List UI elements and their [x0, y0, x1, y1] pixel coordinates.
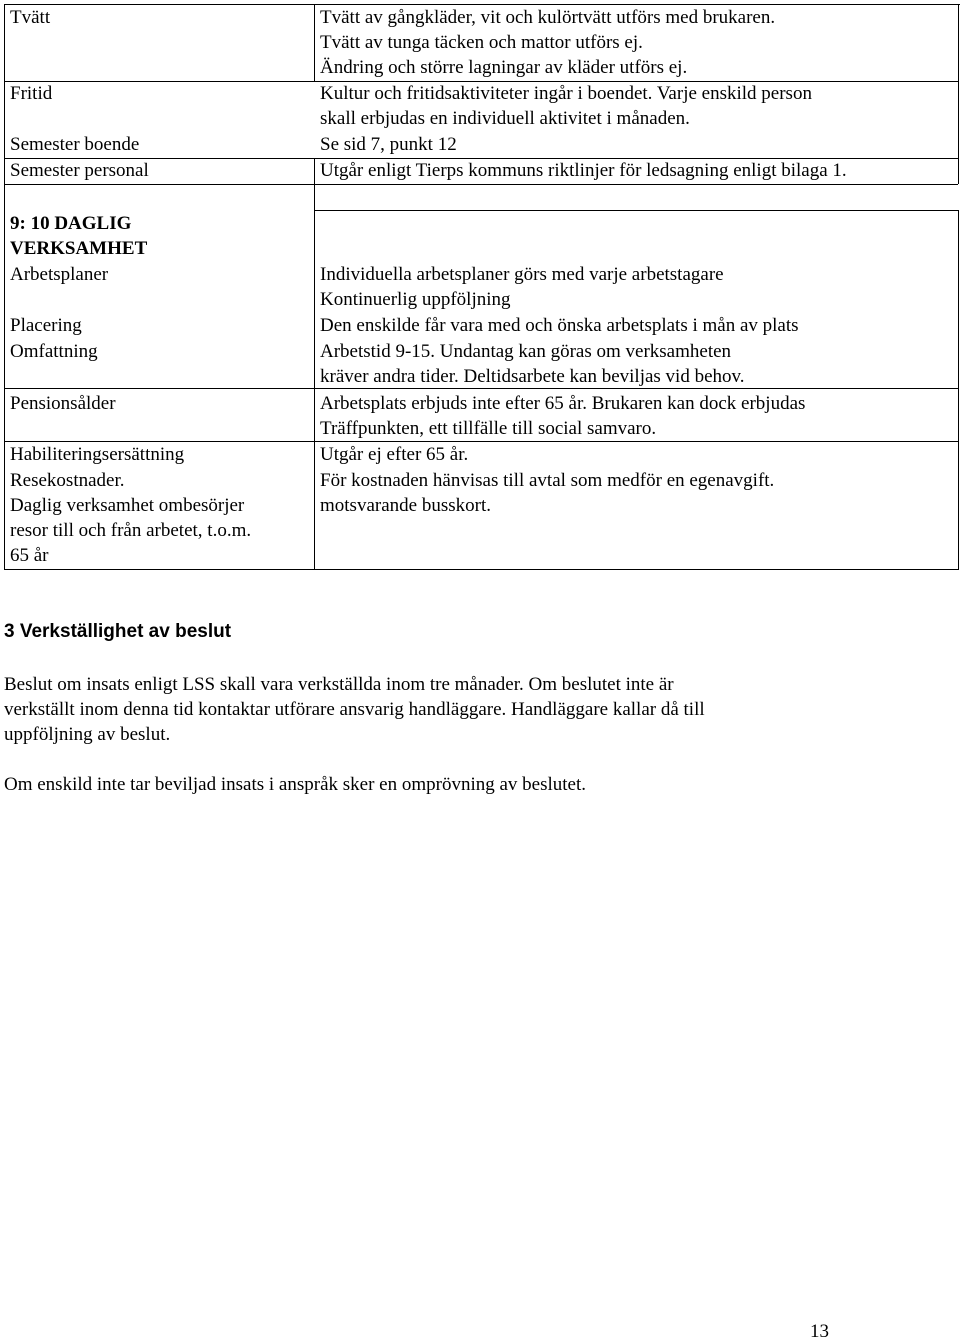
paragraph-line: Beslut om insats enligt LSS skall vara verkställda inom tre månader. Om beslutet inte är: [4, 674, 674, 695]
paragraph-line: uppföljning av beslut.: [4, 724, 171, 745]
table1-border-right: [958, 4, 959, 184]
table2-label-resekostnader: [10, 468, 251, 568]
table1-col-divider-lower: [314, 158, 315, 184]
table2-label-pensionsalder: Pensionsålder: [10, 393, 116, 414]
table2-label-omfattning: Omfattning: [10, 341, 98, 362]
table2-cell-habiliteringsersattning: Utgår ej efter 65 år.: [320, 444, 469, 465]
cell-line: skall erbjudas en individuell aktivitet i månaden.: [320, 108, 690, 129]
table2-label-habiliteringsersattning: Habiliteringsersättning: [10, 444, 185, 465]
table1-col-divider: [314, 4, 315, 81]
table2-cell-omfattning: [320, 339, 745, 389]
table1-cell-semester-boende: Se sid 7, punkt 12: [320, 134, 457, 155]
section-paragraph-2: [4, 772, 924, 797]
table2-border-right: [958, 210, 959, 570]
heading-line: 9: 10 DAGLIG: [10, 213, 132, 234]
label-line: Daglig verksamhet ombesörjer: [10, 495, 245, 516]
table2-cell-arbetsplaner: [320, 262, 724, 312]
table1-label-semester-personal: Semester personal: [10, 160, 149, 181]
table1-label-fritid: Fritid: [10, 83, 53, 104]
table2-cell-resekostnader: [320, 468, 774, 518]
cell-line: Arbetstid 9-15. Undantag kan göras om verksamheten: [320, 341, 732, 362]
cell-line: Tvätt av tunga täcken och mattor utförs ej.: [320, 32, 643, 53]
table1-cell-semester-personal: Utgår enligt Tierps kommuns riktlinjer för ledsagning enligt bilaga 1.: [320, 160, 847, 181]
table1-cell-fritid: [320, 81, 812, 131]
paragraph-line: Om enskild inte tar beviljad insats i anspråk sker en omprövning av beslutet.: [4, 774, 587, 795]
table1-label-tvatt: Tvätt: [10, 7, 51, 28]
table1-cell-tvatt: [320, 5, 775, 80]
table2-border-top: [4, 184, 5, 570]
cell-line: kräver andra tider. Deltidsarbete kan beviljas vid behov.: [320, 366, 745, 387]
table2-heading: [10, 211, 147, 261]
cell-line: Kontinuerlig uppföljning: [320, 289, 511, 310]
table1-border-left: [4, 4, 5, 184]
table2-border-top-right: [314, 210, 959, 211]
table1-border-bottom: [4, 184, 958, 185]
heading-line: VERKSAMHET: [10, 238, 148, 259]
section-heading: 3 Verkställighet av beslut: [4, 621, 232, 642]
table2-cell-placering: Den enskilde får vara med och önska arbetsplats i mån av plats: [320, 315, 799, 336]
table2-border-bottom: [4, 569, 959, 570]
cell-line: Kultur och fritidsaktiviteter ingår i boendet. Varje enskild person: [320, 83, 812, 104]
page-number: 13: [810, 1321, 829, 1342]
cell-line: Ändring och större lagningar av kläder utförs ej.: [320, 57, 688, 78]
section-paragraph-1: [4, 672, 924, 747]
cell-line: Tvätt av gångkläder, vit och kulörtvätt utförs med brukaren.: [320, 7, 776, 28]
cell-line: Individuella arbetsplaner görs med varje arbetstagare: [320, 264, 724, 285]
cell-line: Träffpunkten, ett tillfälle till social samvaro.: [320, 418, 657, 439]
cell-line: Arbetsplats erbjuds inte efter 65 år. Brukaren kan dock erbjudas: [320, 393, 806, 414]
label-line: resor till och från arbetet, t.o.m.: [10, 520, 252, 541]
label-line: Resekostnader.: [10, 470, 125, 491]
table2-label-placering: Placering: [10, 315, 82, 336]
table2-cell-pensionsalder: [320, 391, 805, 441]
cell-line: motsvarande busskort.: [320, 495, 491, 516]
table1-label-semester-boende: Semester boende: [10, 134, 140, 155]
paragraph-line: verkställt inom denna tid kontaktar utförare ansvarig handläggare. Handläggare kallar då till: [4, 699, 705, 720]
table2-col-divider: [314, 184, 315, 570]
label-line: 65 år: [10, 545, 49, 566]
cell-line: För kostnaden hänvisas till avtal som medför en egenavgift.: [320, 470, 775, 491]
table2-label-arbetsplaner: Arbetsplaner: [10, 264, 109, 285]
